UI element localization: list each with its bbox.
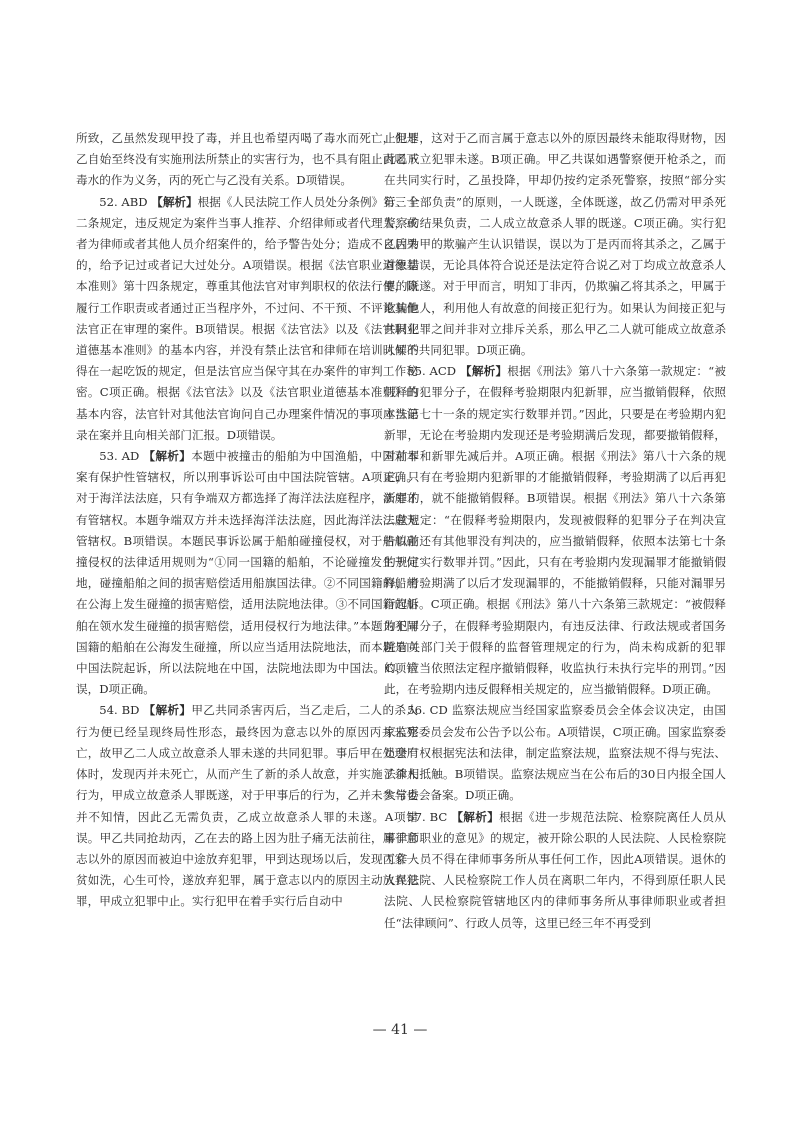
page-number: — 41 — xyxy=(372,1022,428,1038)
analysis-tag: 【解析】 xyxy=(451,809,500,824)
analysis-tag: 【解析】 xyxy=(460,364,508,379)
answer-number: 56. CD xyxy=(407,703,448,718)
answer-text: 根据《人民法院工作人员处分条例》第三十二条规定，违反规定为案件当事人推荐、介绍律师或者代理人，或者为律师或者其他人员介绍案件的，给予警告处分；造成不良后果的，给予记过或者记大过处分。A项错误。根据《法官职业道德基本准则》第十四条规定，尊重其他法官对审判职权的依法行使，除履行工作职责或者通过正当程序外，不过问、不干预、不评论其他法官正在审理的案件。B项错误。根据《法官法》以及《法官职业道德基本准则》的基本内容，并没有禁止法官和律师在培训时候不得在一起吃饭的规定，但是法官应当保守其在办案件的审判工作秘密。C项正确。根据《法官法》以及《法官职业道德基本准则》的基本内容，法官针对其他法官询问自己办理案件情况的事项应当记录在案并且向相关部门汇报。D项错误。 xyxy=(76,194,419,442)
answer-number: 54. BD xyxy=(99,703,140,718)
left-column xyxy=(76,128,418,913)
answer-56 xyxy=(384,700,726,806)
analysis-tag: 【解析】 xyxy=(143,703,192,718)
answer-55 xyxy=(384,361,726,700)
answer-number: 57. BC xyxy=(407,809,448,824)
answer-54 xyxy=(76,700,418,912)
paragraph: 所致，乙虽然发现甲投了毒，并且也希望丙喝了毒水而死亡，但是乙自始至终没有实施刑法所禁止的实害行为，也不具有阻止丙喝下毒水的作为义务，丙的死亡与乙没有关系。D项错误。 xyxy=(76,131,418,188)
paragraph: 止犯罪，这对于乙而言属于意志以外的原因最终未能取得财物，因此乙成立犯罪未遂。B项正确。甲乙共谋如遇警察便开枪杀之，而在共同实行时，乙虽投降，甲却仍按约定杀死警察，按照“部分实行、全部负责”的原则，一人既遂，全体既遂，故乙仍需对甲杀死警察的结果负责，二人成立故意杀人罪的既遂。C项正确。实行犯乙因为甲的欺骗产生认识错误，误以为丁是丙而将其杀之，乙属于对象错误，无论具体符合说还是法定符合说乙对丁均成立故意杀人罪的既遂。对于甲而言，明知丁非丙，仍欺骗乙将其杀之，甲属于欺骗他人，利用他人有故意的间接正犯行为。如果认为间接正犯与共同犯罪之间并非对立排斥关系，那么甲乙二人就可能成立故意杀人罪的共同犯罪。D项正确。 xyxy=(384,131,726,358)
answer-57 xyxy=(384,807,726,934)
answer-text: 监察法规应当经国家监察委员会全体会议决定，由国家监察委员会发布公告予以公布。A项错误，C项正确。国家监察委员会有权根据宪法和法律，制定监察法规，监察法规不得与宪法、法律相抵触。B项错误。监察法规应当在公布后的30日内报全国人大常委会备案。D项正确。 xyxy=(384,703,726,803)
analysis-tag: 【解析】 xyxy=(151,194,198,209)
answer-text: 根据《刑法》第八十六条第一款规定：“被假释的犯罪分子，在假释考验期限内犯新罪，应当撤销假释，依照本法第七十一条的规定实行数罪并罚。”因此，只要是在考验期内犯新罪，无论在考验期内发现还是考验期满后发现，都要撤销假释，对前罪和新罪先减后并。A项正确。根据《刑法》第八十六条的规定，只有在考验期内犯新罪的才能撤销假释，考验期满了以后再犯新罪的，就不能撤销假释。B项错误。根据《刑法》第八十六条第二款规定：“在假释考验期限内，发现被假释的犯罪分子在判决宣告以前还有其他罪没有判决的，应当撤销假释，依照本法第七十条的规定实行数罪并罚。”因此，只有在考验期内发现漏罪才能撤销假释，考验期满了以后才发现漏罪的，不能撤销假释，只能对漏罪另行起诉。C项正确。根据《刑法》第八十六条第三款规定：“被假释的犯罪分子，在假释考验期限内，有违反法律、行政法规或者国务院有关部门关于假释的监督管理规定的行为，尚未构成新的犯罪的，应当依照法定程序撤销假释，收监执行未执行完毕的刑罚。”因此，在考验期内违反假释相关规定的，应当撤销假释。D项正确。 xyxy=(384,364,726,697)
analysis-tag: 【解析】 xyxy=(143,449,192,464)
answer-52 xyxy=(76,192,418,446)
answer-number: 52. ABD xyxy=(99,194,148,209)
answer-text: 根据《进一步规范法院、检察院离任人员从事律师职业的意见》的规定，被开除公职的人民法院、人民检察院工作人员不得在律师事务所从事任何工作，因此A项错误。退休的人民法院、人民检察院工作人员在离职二年内，不得到原任职人民法院、人民检察院管辖地区内的律师事务所从事律师职业或者担任“法律顾问”、行政人员等，这里已经三年不再受到 xyxy=(384,809,726,930)
answer-text: 甲乙共同杀害丙后，当乙走后，二人的杀人行为便已经呈现终局性形态，最终因为意志以外的原因丙并未死亡，故甲乙二人成立故意杀人罪未遂的共同犯罪。事后甲在处理尸体时，发现丙并未死亡，从而产生了新的杀人故意，并实施了杀人行为，甲成立故意杀人罪既遂，对于甲事后的行为，乙并未参与也并不知情，因此乙无需负责，乙成立故意杀人罪的未遂。A项错误。甲乙共同抢劫丙，乙在去的路上因为肚子痛无法前往，属于意志以外的原因而被迫中途放弃犯罪，甲到达现场以后，发现丙家一贫如洗，心生可怜，遂放弃犯罪，属于意志以内的原因主动放弃犯罪，甲成立犯罪中止。实行犯甲在着手实行后自动中 xyxy=(76,703,418,909)
answer-53 xyxy=(76,446,418,700)
right-column xyxy=(384,128,726,934)
answer-text: 本题中被撞击的船舶为中国渔船，中国对本案有保护性管辖权，所以刑事诉讼可由中国法院管辖。A项正确。对于海洋法法庭，只有争端双方都选择了海洋法法庭程序，法庭才有管辖权。本题争端双方并未选择海洋法法庭，因此海洋法法庭无管辖权。B项错误。本题民事诉讼属于船舶碰撞侵权，对于船舶碰撞侵权的法律适用规则为“①同一国籍的船舶，不论碰撞发生于何地，碰撞船舶之间的损害赔偿适用船旗国法律。②不同国籍的船舶在公海上发生碰撞的损害赔偿，适用法院地法律。③不同国籍的船舶在领水发生碰撞的损害赔偿，适用侵权行为地法律。”本题为不同国籍的船舶在公海发生碰撞，所以应当适用法院地法，而本题是向中国法院起诉，所以法院地在中国，法院地法即为中国法。C项错误，D项正确。 xyxy=(76,449,418,697)
answer-number: 53. AD xyxy=(99,449,140,464)
answer-number: 55. ACD xyxy=(407,364,457,379)
